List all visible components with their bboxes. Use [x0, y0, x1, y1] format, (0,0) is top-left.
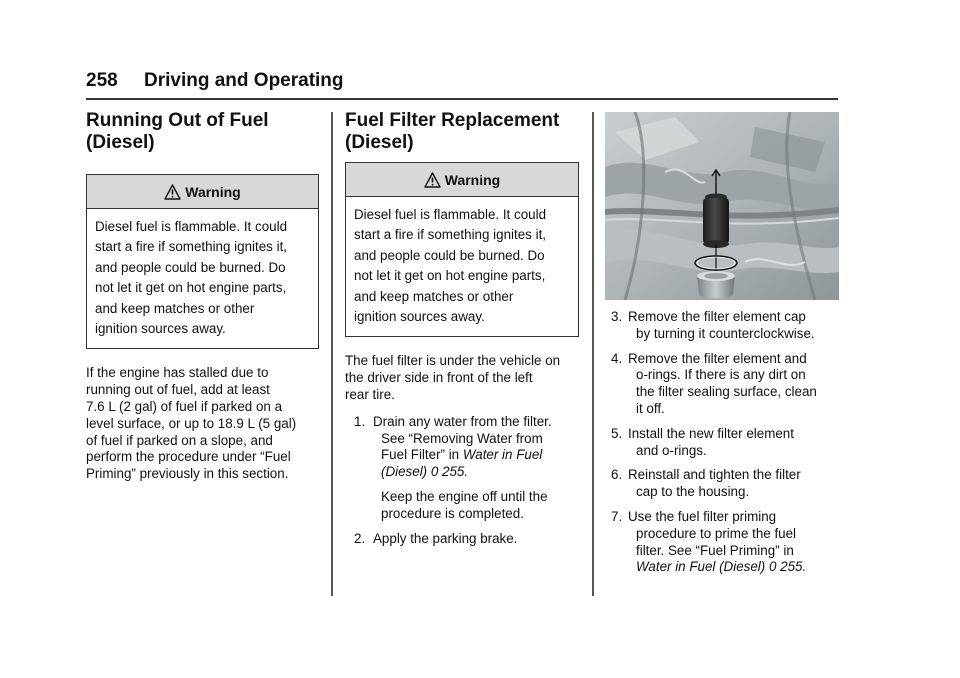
column-left [86, 110, 319, 483]
text-line: Keep the engine off until the [381, 489, 548, 505]
text-line: If the engine has stalled due to [86, 365, 269, 381]
step-text [628, 426, 839, 460]
header-rule [86, 98, 838, 100]
warning-box [86, 174, 319, 349]
text-line: perform the procedure under “Fuel [86, 449, 291, 465]
page-header [86, 70, 838, 98]
step-number: 1. [354, 413, 366, 429]
text-line [373, 447, 579, 464]
column-divider-right [592, 112, 594, 596]
text-line: Diesel fuel is flammable. It could [354, 207, 547, 222]
step-text [373, 414, 579, 523]
step-text [628, 309, 839, 343]
text-line: cap to the housing. [636, 484, 750, 500]
step-text [628, 351, 839, 418]
text-line: of fuel if parked on a slope, and [86, 432, 273, 448]
text-line [373, 464, 579, 481]
step-6 [611, 467, 839, 501]
text-line: Remove the filter element and [628, 350, 807, 366]
text-line: not let it get on hot engine parts, [354, 268, 546, 284]
column-divider-left [331, 112, 333, 596]
warning-label: Warning [444, 171, 501, 188]
section-title: Driving and Operating [144, 70, 344, 91]
text-plain: Fuel Filter” in [381, 447, 463, 463]
warning-header [346, 163, 578, 197]
text-line: filter. See “Fuel Priming” in [636, 542, 794, 558]
warning-triangle-icon [424, 172, 441, 188]
text-line: rear tire. [345, 387, 395, 403]
text-line: ignition sources away. [95, 321, 226, 337]
step-number: 4. [611, 350, 623, 366]
step-number: 2. [354, 530, 366, 546]
text-line: Drain any water from the filter. [373, 413, 552, 429]
step-4 [611, 351, 839, 418]
fuel-filter-photo [605, 112, 839, 300]
heading-line: (Diesel) [86, 132, 155, 153]
text-line [628, 559, 839, 576]
text-line: ignition sources away. [354, 309, 485, 325]
text-line: Install the new filter element [628, 425, 794, 441]
text-line: start a fire if something ignites it, [354, 227, 547, 243]
text-line: Use the fuel filter priming [628, 508, 777, 524]
text-line: o-rings. If there is any dirt on [636, 367, 806, 383]
text-line: by turning it counterclockwise. [636, 325, 815, 341]
text-line: level surface, or up to 18.9 L (5 gal) [86, 415, 297, 431]
heading-fuel-filter-replacement [345, 110, 579, 154]
text-line: it off. [636, 400, 665, 416]
step-3 [611, 309, 839, 343]
text-line: Diesel fuel is flammable. It could [95, 219, 288, 234]
text-line: not let it get on hot engine parts, [95, 280, 287, 296]
text-line: and o-rings. [636, 442, 707, 458]
step-1 [345, 414, 579, 523]
text-line: Priming” previously in this section. [86, 466, 289, 482]
page-reference: 0 255. [427, 464, 469, 480]
step-7 [611, 509, 839, 576]
column-right [611, 309, 839, 576]
text-line: the filter sealing surface, clean [636, 384, 817, 400]
cross-reference-title: Water in Fuel [462, 447, 543, 463]
text-line: 7.6 L (2 gal) of fuel if parked on a [86, 399, 283, 415]
warning-text [87, 209, 318, 348]
step-text [628, 467, 839, 501]
text-line: See “Removing Water from [381, 430, 543, 446]
heading-running-out-of-fuel [86, 110, 319, 154]
text-line: procedure is completed. [381, 505, 524, 521]
body-paragraph [86, 365, 319, 483]
warning-box [345, 162, 579, 337]
step-number: 6. [611, 467, 623, 483]
text-line: The fuel filter is under the vehicle on [345, 353, 561, 369]
cross-reference-title: (Diesel) [381, 464, 428, 480]
heading-line: Fuel Filter Replacement [345, 110, 560, 131]
step-2 [345, 531, 579, 548]
column-middle [345, 110, 579, 547]
warning-triangle-icon [164, 184, 181, 200]
heading-line: (Diesel) [345, 132, 414, 153]
text-line: the driver side in front of the left [345, 370, 533, 386]
warning-header [87, 175, 318, 209]
step-number: 7. [611, 508, 623, 524]
text-line: running out of fuel, add at least [86, 382, 270, 398]
step-number: 5. [611, 425, 623, 441]
step-text: Apply the parking brake. [373, 530, 518, 546]
cross-reference-title: Water in Fuel (Diesel) [636, 559, 766, 575]
text-line: procedure to prime the fuel [636, 525, 797, 541]
intro-paragraph [345, 353, 579, 403]
text-line: Remove the filter element cap [628, 309, 806, 324]
heading-line: Running Out of Fuel [86, 110, 269, 131]
page-number: 258 [86, 70, 118, 91]
warning-text [346, 197, 578, 336]
text-line: and people could be burned. Do [354, 247, 545, 263]
text-line: and people could be burned. Do [95, 259, 286, 275]
text-line: start a fire if something ignites it, [95, 239, 288, 255]
step-text [628, 509, 839, 576]
page-reference: 0 255. [765, 559, 807, 575]
step-5 [611, 426, 839, 460]
text-line: and keep matches or other [95, 300, 255, 316]
text-line: and keep matches or other [354, 288, 514, 304]
text-line: Reinstall and tighten the filter [628, 467, 801, 483]
warning-label: Warning [185, 183, 241, 200]
step-number: 3. [611, 309, 623, 324]
